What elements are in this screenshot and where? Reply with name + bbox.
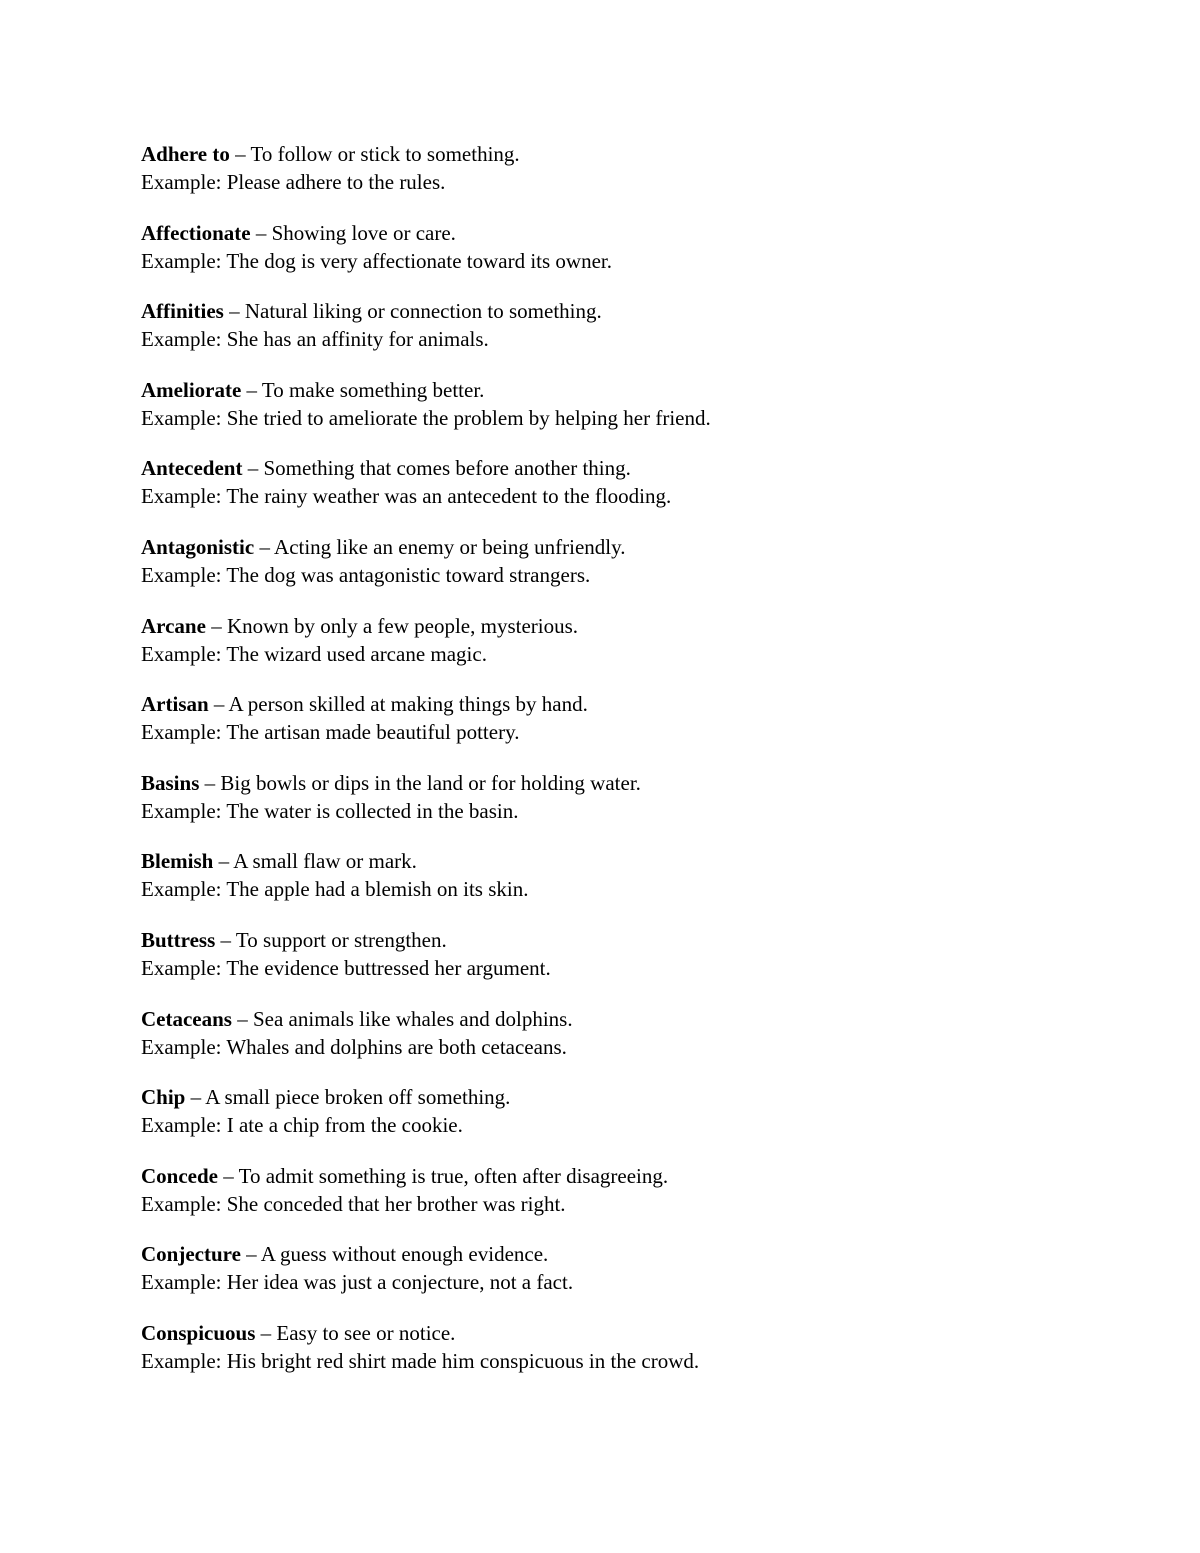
definition-line [141, 1319, 1141, 1347]
vocabulary-entry [141, 533, 1141, 612]
entry-term: Artisan [141, 692, 209, 717]
vocabulary-entry [141, 1319, 1141, 1398]
vocabulary-entry [141, 690, 1141, 769]
definition-line [141, 533, 1141, 561]
entry-term: Affectionate [141, 220, 251, 245]
definition-line [141, 219, 1141, 247]
definition-line [141, 612, 1141, 640]
entry-definition: Something that comes before another thing. [263, 456, 631, 481]
entry-term: Ameliorate [141, 377, 242, 402]
vocabulary-entry [141, 376, 1141, 455]
entry-example: Example: The evidence buttressed her argument. [141, 955, 551, 980]
entry-term: Blemish [141, 849, 214, 874]
entry-definition: Acting like an enemy or being unfriendly. [274, 534, 626, 559]
entry-separator: – [241, 377, 262, 402]
entry-term: Affinities [141, 299, 224, 324]
entry-definition: Big bowls or dips in the land or for holding water. [220, 770, 641, 795]
entry-term: Arcane [141, 613, 206, 638]
entry-term: Concede [141, 1163, 218, 1188]
entry-example: Example: She tried to ameliorate the problem by helping her friend. [141, 405, 711, 430]
definition-line [141, 1162, 1141, 1190]
entry-term: Antecedent [141, 456, 243, 481]
entry-term: Cetaceans [141, 1006, 232, 1031]
entry-definition: Sea animals like whales and dolphins. [252, 1006, 573, 1031]
vocabulary-entry [141, 1083, 1141, 1162]
entry-separator: – [229, 142, 251, 166]
definition-line [141, 1083, 1141, 1111]
entry-separator: – [213, 849, 234, 874]
entry-definition: A guess without enough evidence. [260, 1242, 549, 1267]
entry-separator: – [254, 534, 275, 559]
entry-separator: – [208, 692, 229, 717]
vocabulary-entry [141, 219, 1141, 298]
entry-definition: Showing love or care. [271, 220, 456, 245]
entry-separator: – [185, 1085, 206, 1110]
entry-example: Example: Whales and dolphins are both cetaceans. [141, 1034, 567, 1059]
vocabulary-list [141, 140, 1141, 1398]
definition-line [141, 140, 1141, 168]
entry-example: Example: She has an affinity for animals. [141, 327, 489, 352]
entry-example: Example: The water is collected in the basin. [141, 798, 519, 823]
entry-term: Buttress [141, 927, 216, 952]
vocabulary-entry [141, 140, 1141, 219]
entry-example: Example: The rainy weather was an antecedent to the flooding. [141, 484, 672, 509]
entry-separator: – [240, 1242, 261, 1267]
entry-example: Example: The dog was antagonistic toward strangers. [141, 562, 591, 587]
vocabulary-entry [141, 847, 1141, 926]
entry-definition: Known by only a few people, mysterious. [226, 613, 579, 638]
entry-definition: To make something better. [261, 377, 485, 402]
vocabulary-entry [141, 1005, 1141, 1084]
entry-separator: – [231, 1006, 253, 1031]
definition-line [141, 376, 1141, 404]
definition-line [141, 769, 1141, 797]
entry-definition: To support or strengthen. [235, 927, 447, 952]
entry-definition: To follow or stick to something. [250, 142, 520, 166]
entry-example: Example: The artisan made beautiful pottery. [141, 720, 520, 745]
entry-example: Example: Her idea was just a conjecture, not a fact. [141, 1270, 574, 1295]
definition-line [141, 847, 1141, 875]
entry-separator: – [255, 1320, 277, 1345]
entry-example: Example: The dog is very affectionate toward its owner. [141, 248, 613, 273]
entry-term: Conspicuous [141, 1320, 256, 1345]
entry-separator: – [205, 613, 227, 638]
entry-separator: – [215, 927, 236, 952]
vocabulary-entry [141, 769, 1141, 848]
entry-term: Antagonistic [141, 534, 255, 559]
definition-line [141, 926, 1141, 954]
definition-line [141, 1005, 1141, 1033]
entry-term: Conjecture [141, 1242, 241, 1267]
vocabulary-entry [141, 612, 1141, 691]
entry-separator: – [223, 299, 245, 324]
definition-line [141, 1240, 1141, 1268]
entry-example: Example: I ate a chip from the cookie. [141, 1113, 463, 1138]
vocabulary-entry [141, 454, 1141, 533]
entry-example: Example: The apple had a blemish on its skin. [141, 877, 529, 902]
definition-line [141, 690, 1141, 718]
entry-example: Example: His bright red shirt made him conspicuous in the crowd. [141, 1348, 700, 1373]
vocabulary-entry [141, 926, 1141, 1005]
entry-term: Chip [141, 1085, 186, 1110]
entry-definition: A small flaw or mark. [233, 849, 417, 874]
entry-definition: A small piece broken off something. [205, 1085, 511, 1110]
entry-definition: Natural liking or connection to something. [244, 299, 602, 324]
definition-line [141, 297, 1141, 325]
entry-definition: To admit something is true, often after disagreeing. [238, 1163, 669, 1188]
entry-example: Example: She conceded that her brother was right. [141, 1191, 566, 1216]
entry-separator: – [250, 220, 272, 245]
vocabulary-entry [141, 1240, 1141, 1319]
entry-separator: – [218, 1163, 239, 1188]
entry-definition: A person skilled at making things by hand. [228, 692, 588, 717]
entry-term: Adhere to [141, 142, 230, 166]
entry-example: Example: Please adhere to the rules. [141, 170, 446, 194]
entry-definition: Easy to see or notice. [276, 1320, 456, 1345]
entry-example: Example: The wizard used arcane magic. [141, 641, 487, 666]
definition-line [141, 454, 1141, 482]
entry-separator: – [242, 456, 264, 481]
entry-separator: – [199, 770, 221, 795]
entry-term: Basins [141, 770, 200, 795]
vocabulary-entry [141, 297, 1141, 376]
vocabulary-entry [141, 1162, 1141, 1241]
